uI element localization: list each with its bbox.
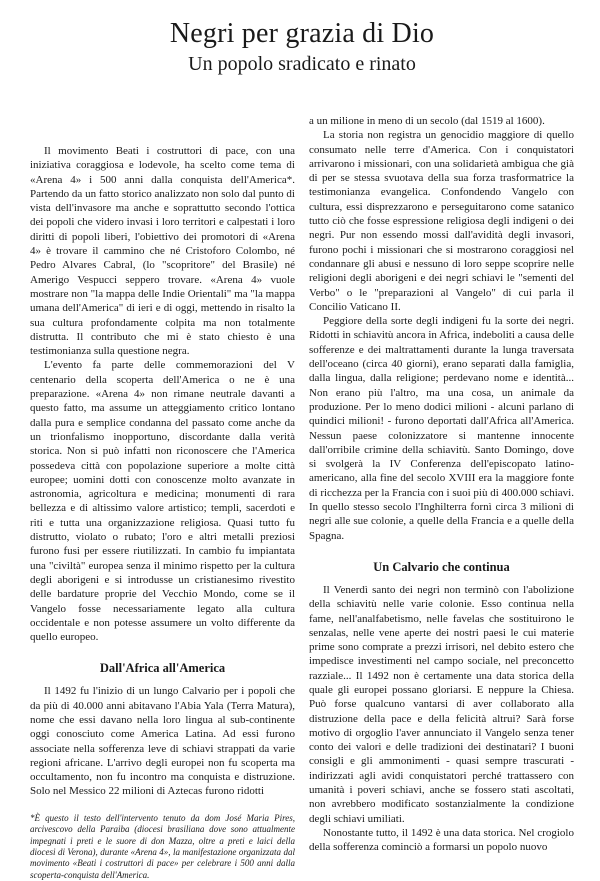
left-column <box>30 110 295 881</box>
section-heading: Un Calvario che continua <box>373 559 510 574</box>
paragraph: L'evento fa parte delle commemorazioni del V centenario della scoperta dell'America o ne è una preparazione. «Arena 4» non rimane neutrale davanti a questo fatto, ma assume un atteggiamento critico lontano dalla pura e semplice condanna del passato come anche da un trionfalismo inopportuno, discordante dalla verità storica. Non si può infatti non riconoscere che l'America possedeva città con popolazione superiore a molte città europee; uomini dotti con conoscenze molto avanzate in astronomia, agricoltura e medicina; monumenti di rara bellezza e di altissimo valore artistico; templi, sacerdoti e riti e tutta una organizzazione religiosa. Quasi tutto fu distrutto, violato o rubato; l'oro e altri metalli preziosi furono fusi per essere riutilizzati. In cambio fu impiantata una "civiltà" europea senza il minimo rispetto per la cultura degli aborigeni e si introdusse un cristianesimo rivestito delle bardature proprie del Vecchio Mondo, come se il Vangelo fosse necessariamente legato alla cultura occidentale e non potesse assumere un volto differente da quello europeo. <box>30 359 295 644</box>
paragraph-continuation: a un milione in meno di un secolo (dal 1519 al 1600). <box>309 115 545 127</box>
article-title: Negri per grazia di Dio <box>169 18 435 49</box>
paragraph: Il 1492 fu l'inizio di un lungo Calvario per i popoli che da più di 40.000 anni abitavano l'Abia Yala (Terra Matura), nome che essi davano nella loro lingua al sub-continente oggi conosciuto come America Latina. Ad essi furono associate nella sofferenza leve di schiavi strappati da varie regioni africane. L'arrivo degli europei non fu scoperta ma occultamento, non fu incontro ma conquista e distruzione. Solo nel Messico 22 milioni di Aztecas furono ridotti <box>30 685 295 798</box>
footnote: *È questo il testo dell'intervento tenuto da dom José Maria Pires, arcivescovo della Paraiba (diocesi brasiliana dove sono attualmente impegnati i preti e le suore di don Mazza, oltre a preti e laici della diocesi di Verona), durante «Arena 4», la manifestazione organizzata dal movimento «Beati i costruttori di pace» per celebrare i 500 anni dalla scoperta-conquista dell'America. <box>30 812 295 880</box>
article-header <box>30 0 574 110</box>
right-column <box>309 110 574 855</box>
section-heading: Dall'Africa all'America <box>99 661 226 676</box>
paragraph: Peggiore della sorte degli indigeni fu la sorte dei negri. Ridotti in schiavitù ancora in Africa, indeboliti a causa delle sofferenze e dei maltrattamenti durante la lunga traversata dell'oceano (circa 40 giorni), erano separati dalla famiglia, dalla lingua, dalla religione; perdevano nome e identità... Non erano più l'altro, ma una cosa, un animale da produzione. Per lo meno dodici milioni - alcuni parlano di quindici milioni! - furono deportati dall'Africa all'America. Nessun paese colonizzatore si mantenne innocente dall'orribile crimine della schiavitù. Santo Domingo, dove si svolgerà la IV Conferenza dell'episcopato latino-americano, alla fine del secolo XVIII era la maggiore fonte di ricchezza per la Francia con i suoi più di 400.000 schiavi. In quello stesso secolo l'Inghilterra fornì circa 3 milioni di negri alle sue colonie, a quelle della Francia e a quelle della Spagna. <box>309 315 574 542</box>
paragraph: La storia non registra un genocidio maggiore di quello consumato nelle terre d'America. Con i conquistatori arrivarono i missionari, con una solidarietà ambigua che già di per se stessa svuotava della sua forza trasformatrice la testimonianza evangelica. Confondendo Vangelo con cultura, essi disprezzarono e perseguitarono come satanico tutto ciò che fosse espressione religiosa degli indigeni o dei negri. Pur non essendo mossi dall'avidità degli invasori, furono pochi i missionari che si mostrarono coraggiosi nel condannare gli abusi e nessuno di loro seppe scoprire nelle religioni degli aborigeni e dei negri schiavi le "sementi del Verbo" o le "preparazioni al Vangelo" di cui parla il Concilio Vaticano II. <box>309 129 574 313</box>
article-subtitle: Un popolo sradicato e rinato <box>188 53 416 75</box>
paragraph: Nonostante tutto, il 1492 è una data storica. Nel crogiolo della sofferenza cominciò a formarsi un popolo nuovo <box>309 826 574 854</box>
paragraph: Il Venerdì santo dei negri non terminò con l'abolizione della schiavitù nelle varie colonie. Esso continua nella fame, nell'analfabetismo, nelle favelas che sostituirono le senzalas, nelle vene aperte dei nostri paesi le cui materie prime sono comprate a prezzi irrisori, nel debito estero che impedisce investimenti nel campo sociale, nel preconcetto razziale... Il 1492 non è certamente una data storica della quale gli europei possano gloriarsi. E neppure la Chiesa. Può forse qualcuno vantarsi di aver collaborato alla distruzione della pace e della felicità altrui? Sarà forse motivo di orgoglio l'aver annunciato il Vangelo senza tener conto dei valori e delle tradizioni dei destinatari? I buoni consigli e gli ammonimenti - quasi sempre trascurati - indirizzati agli avidi conquistatori perché trattassero con umanità i poveri schiavi, anche se fossero stati ascoltati, non avrebbero modificato sostanzialmente la condizione degli schiavi umiliati. <box>309 583 574 825</box>
paragraph: Il movimento Beati i costruttori di pace, con una iniziativa coraggiosa e lodevole, ha scelto come tema di «Arena 4» i 500 anni dalla conquista dell'America*. Partendo da un fatto storico analizzato non solo dal punto di vista dell'invasore ma anche e soprattutto secondo l'ottica dei popoli che videro invasi i loro territori e calpestati i loro diritti di popoli liberi, l'obiettivo dei promotori di «Arena 4» è trovare il cammino che né Cristoforo Colombo, né Pedro Alvares Cabral, (lo "scopritore" del Brasile) né Amerigo Vespucci seppero trovare. «Arena 4» vuole mostrare non "la mappa delle Indie Orientali" ma "la mappa umana dell'America" di ieri e di oggi, mettendo in risalto la sua cultura profondamente colpita ma non totalmente distrutta. Il contributo che mi è stato chiesto è una testimonianza sulla questione negra. <box>30 145 295 358</box>
article-columns <box>30 110 574 881</box>
